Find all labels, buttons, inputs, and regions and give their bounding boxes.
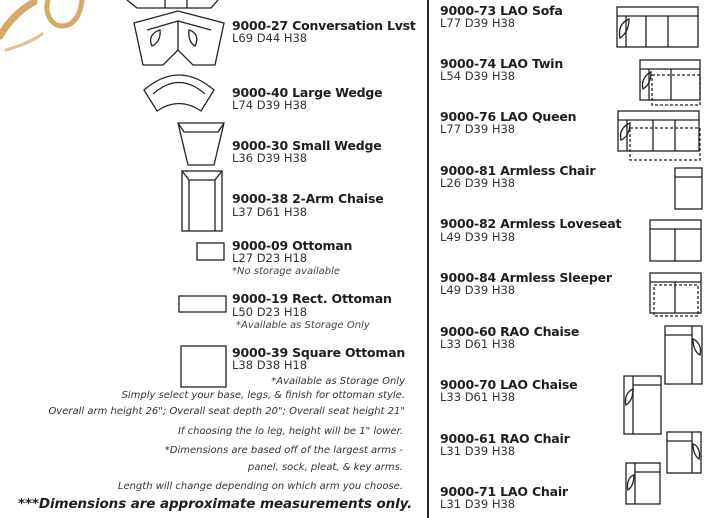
rao-chair-icon bbox=[666, 431, 704, 476]
item-code-armless-chair: 9000-81 Armless Chair bbox=[440, 163, 596, 178]
item-code-lao-chaise: 9000-70 LAO Chaise bbox=[440, 377, 578, 392]
item-dims-armless-loveseat: L49 D39 H38 bbox=[440, 230, 516, 244]
item-code-armless-sleeper: 9000-84 Armless Sleeper bbox=[440, 270, 612, 285]
footnote-dimensions-arms: *Dimensions are based off of the largest arms - bbox=[164, 445, 403, 456]
lao-sofa-icon bbox=[616, 6, 700, 50]
lao-twin-icon bbox=[639, 59, 703, 107]
item-dims-armless-sleeper: L49 D39 H38 bbox=[440, 283, 516, 297]
small-wedge-icon bbox=[177, 122, 225, 166]
item-dims-square-ottoman: L38 D38 H18 bbox=[232, 358, 308, 372]
rect-ottoman-icon bbox=[178, 295, 228, 315]
item-dims-rect-ottoman: L50 D23 H18 bbox=[232, 305, 308, 319]
footnote-ottoman-style: Simply select your base, legs, & finish for ottoman style. bbox=[121, 390, 405, 401]
item-dims-lao-twin: L54 D39 H38 bbox=[440, 69, 516, 83]
item-code-rao-chair: 9000-61 RAO Chair bbox=[440, 431, 570, 446]
square-ottoman-icon bbox=[180, 345, 228, 389]
item-code-lao-chair: 9000-71 LAO Chair bbox=[440, 484, 568, 499]
armless-chair-icon bbox=[674, 167, 704, 211]
item-code-rao-chaise: 9000-60 RAO Chaise bbox=[440, 324, 580, 339]
lao-chaise-icon bbox=[623, 375, 663, 437]
item-code-square-ottoman: 9000-39 Square Ottoman bbox=[232, 345, 406, 360]
item-code-rect-ottoman: 9000-19 Rect. Ottoman bbox=[232, 291, 392, 306]
item-dims-conversation-loveseat: L69 D44 H38 bbox=[232, 31, 308, 45]
two-arm-chaise-icon bbox=[181, 170, 223, 232]
item-code-large-wedge: 9000-40 Large Wedge bbox=[232, 85, 383, 100]
item-dims-lao-queen: L77 D39 H38 bbox=[440, 122, 516, 136]
note-storage-square: *Available as Storage Only bbox=[271, 376, 405, 387]
item-dims-armless-chair: L26 D39 H38 bbox=[440, 176, 516, 190]
item-dims-rao-chair: L31 D39 H38 bbox=[440, 444, 516, 458]
footnote-arm-types: panel, sock, pleat, & key arms. bbox=[247, 462, 403, 473]
decorative-script-logo bbox=[0, 0, 100, 55]
item-code-lao-sofa: 9000-73 LAO Sofa bbox=[440, 3, 563, 18]
rao-chaise-icon bbox=[664, 325, 704, 387]
item-note-ottoman: *No storage available bbox=[232, 266, 341, 277]
item-code-conversation-loveseat: 9000-27 Conversation Lvst bbox=[232, 18, 416, 33]
footnote-length-change: Length will change depending on which arm you choose. bbox=[117, 481, 403, 492]
item-code-small-wedge: 9000-30 Small Wedge bbox=[232, 138, 382, 153]
footnote-lo-leg: If choosing the lo leg, height will be 1" lower. bbox=[177, 426, 403, 437]
column-divider bbox=[427, 0, 429, 518]
item-code-ottoman: 9000-09 Ottoman bbox=[232, 238, 353, 253]
footnote-overall-heights: Overall arm height 26"; Overall seat depth 20"; Overall seat height 21" bbox=[48, 406, 405, 417]
item-code-armless-loveseat: 9000-82 Armless Loveseat bbox=[440, 216, 622, 231]
item-note-rect-ottoman: *Available as Storage Only bbox=[236, 320, 370, 331]
disclaimer: ***Dimensions are approximate measurements only. bbox=[18, 496, 413, 512]
item-dims-lao-sofa: L77 D39 H38 bbox=[440, 16, 516, 30]
item-code-lao-twin: 9000-74 LAO Twin bbox=[440, 56, 564, 71]
item-dims-small-wedge: L36 D39 H38 bbox=[232, 151, 308, 165]
item-dims-lao-chair: L31 D39 H38 bbox=[440, 497, 516, 511]
item-dims-two-arm-chaise: L37 D61 H38 bbox=[232, 205, 308, 219]
item-code-lao-queen: 9000-76 LAO Queen bbox=[440, 109, 577, 124]
armless-loveseat-icon bbox=[649, 219, 703, 263]
armless-sleeper-icon bbox=[649, 272, 703, 318]
item-dims-ottoman: L27 D23 H18 bbox=[232, 251, 308, 265]
ottoman-icon bbox=[196, 242, 226, 262]
lao-chair-icon bbox=[625, 462, 663, 507]
item-dims-large-wedge: L74 D39 H38 bbox=[232, 98, 308, 112]
item-code-two-arm-chaise: 9000-38 2-Arm Chaise bbox=[232, 191, 384, 206]
item-dims-rao-chaise: L33 D61 H38 bbox=[440, 337, 516, 351]
conversation-loveseat-icon bbox=[133, 10, 225, 66]
curved-sectional-top-icon bbox=[125, 0, 220, 10]
item-dims-lao-chaise: L33 D61 H38 bbox=[440, 390, 516, 404]
large-wedge-icon bbox=[143, 68, 215, 112]
lao-queen-icon bbox=[617, 110, 703, 162]
